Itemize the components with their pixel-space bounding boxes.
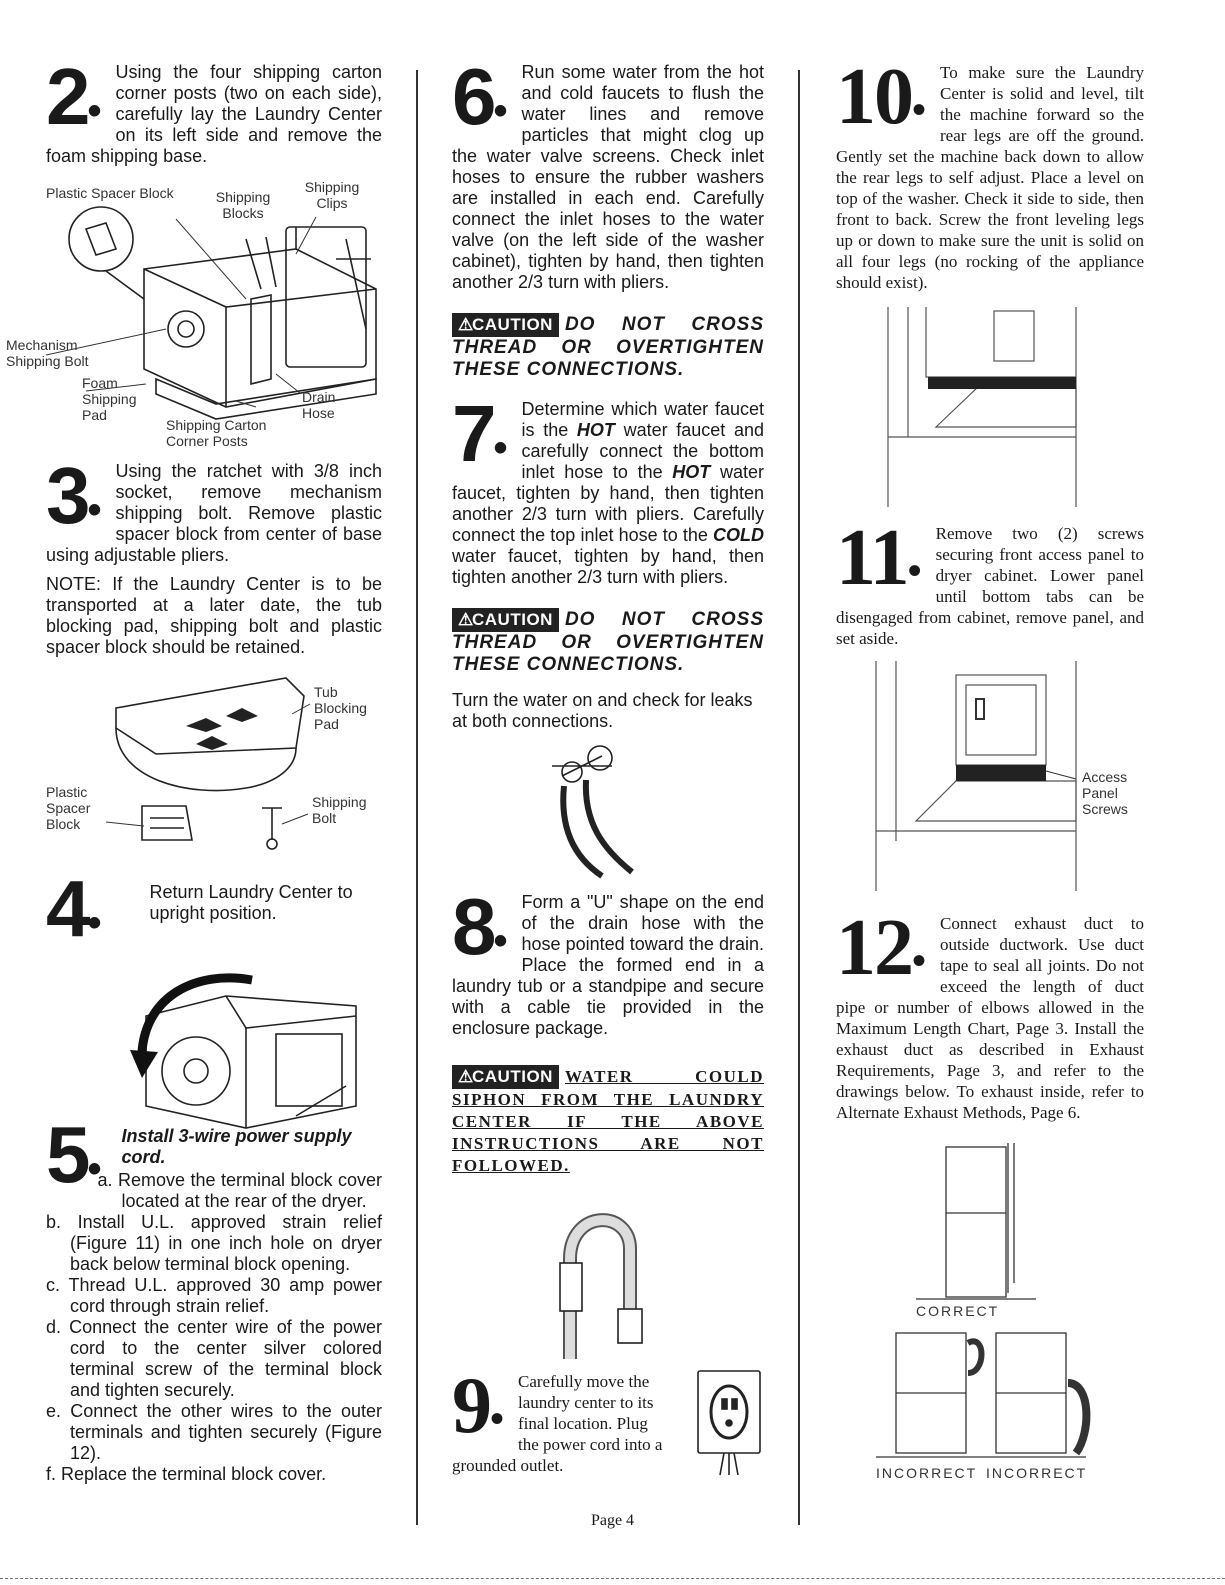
step-number: 3• [46,451,102,540]
caution-badge: ⚠CAUTION [452,313,559,337]
step-4 [46,864,382,953]
figure-shipping-base [6,179,382,449]
label-shipping-clips: Shipping Clips [304,179,360,211]
step-text: Remove two (2) screws securing front access panel to dryer cabinet. Lower panel until bottom tabs can be disengaged from cabinet, remove panel, and set aside. [836,524,1144,648]
leak-check-text: Turn the water on and check for leaks at both connections. [452,690,753,731]
caution-notice-1: ⚠CAUTION DO NOT CROSS THREAD OR OVERTIGHTEN THESE CONNECTIONS. [452,314,764,380]
step-note: NOTE: If the Laundry Center is to be transported at a later date, the tub blocking pad, shipping bolt and plastic spacer block should be retained. [46,574,382,657]
list-item: f. Replace the terminal block cover. [46,1464,327,1484]
column-1 [6,52,382,1485]
step-6 [452,52,764,293]
step-5-list [46,1170,382,1485]
label-drain-hose: Drain Hose [302,389,336,421]
leveling-illustration [836,307,1144,507]
figure-access-panel [836,661,1144,891]
list-item: e. Connect the other wires to the outer terminals and tighten securely (Figure 12). [46,1401,382,1463]
label-mechanism-shipping-bolt: Mechanism Shipping Bolt [6,337,89,369]
list-item: b. Install U.L. approved strain relief (Figure 11) in one inch hole on dryer back below terminal block opening. [46,1212,382,1274]
column-3 [836,53,1144,1481]
step-number: 8• [452,882,508,971]
step-3 [46,451,382,658]
caution-badge: ⚠CAUTION [452,608,559,632]
step-12 [836,904,1144,1123]
step-number: 4• [46,864,102,953]
label-correct: CORRECT [916,1303,1000,1319]
step-2 [46,52,382,167]
upright-position-illustration [46,956,382,1136]
step-number: 5• [46,1110,102,1199]
caution-notice-3: ⚠CAUTION WATER COULD SIPHON FROM THE LAUNDRY CENTER IF THE ABOVE INSTRUCTIONS ARE NOT FOLLOWED. [452,1067,764,1175]
figure-tub-blocking-pad [46,668,382,864]
label-shipping-bolt: Shipping Bolt [312,794,367,826]
label-access-panel-screws: Access Panel Screws [1082,769,1128,817]
step-7 [452,389,764,588]
step-number: 2• [46,52,102,141]
step-10 [836,53,1144,293]
step-11 [836,514,1144,649]
grounded-outlet-illustration [694,1367,764,1477]
label-incorrect-2: INCORRECT [986,1465,1088,1481]
step-8 [452,882,764,1039]
label-plastic-spacer-block: Plastic Spacer Block [46,185,174,201]
column-divider-right [798,70,800,1525]
step-text: Using the ratchet with 3/8 inch socket, remove mechanism shipping bolt. Remove plastic spacer block from center of base using adjustable pliers. [46,461,382,565]
figure-leveling [836,307,1144,507]
step-number: 6• [452,52,508,141]
step-text: Carefully move the laundry center to its final location. Plug the power cord into a grounded outlet. [452,1372,663,1475]
drain-hose-illustration [452,1189,764,1359]
bottom-rule [0,1578,1225,1579]
label-carton-corner-posts: Shipping Carton Corner Posts [166,417,267,449]
column-2 [452,52,764,1476]
figure-upright-position [46,930,382,1110]
list-item: a. Remove the terminal block cover located at the rear of the dryer. [97,1170,382,1211]
warning-icon: ⚠ [458,1067,474,1086]
step-text: Determine which water faucet is the HOT water faucet and carefully connect the bottom inlet hose to the HOT water faucet, tighten by hand, then tighten another 2/3 turn with pliers. Carefully connect the top inlet hose to the COLD water faucet, tighten by hand, then tighten another 2/3 turn with pliers. [452,399,764,587]
step-number: 10• [836,53,927,141]
figure-exhaust-duct [836,1133,1144,1481]
step-5 [46,1110,382,1485]
list-item: c. Thread U.L. approved 30 amp power cord through strain relief. [46,1275,382,1316]
label-incorrect-1: INCORRECT [876,1465,978,1481]
caution-badge: ⚠CAUTION [452,1065,559,1089]
step-text: Return Laundry Center to upright position. [149,882,353,923]
figure-drain-hose [452,1189,764,1359]
step-title: Install 3-wire power supply cord. [121,1126,352,1167]
warning-icon: ⚠ [458,610,474,629]
caution-notice-2: ⚠CAUTION DO NOT CROSS THREAD OR OVERTIGHTEN THESE CONNECTIONS. [452,609,764,675]
label-foam-shipping-pad: Foam Shipping Pad [82,375,137,423]
label-plastic-spacer-block: Plastic Spacer Block [46,784,91,832]
warning-icon: ⚠ [458,315,474,334]
step-text: Using the four shipping carton corner posts (two on each side), carefully lay the Laundry Center on its left side and remove the foam shipping base. [46,62,382,166]
step-text: Form a "U" shape on the end of the drain hose with the hose pointed toward the drain. Place the formed end in a laundry tub or a standpipe and secure with a cable tie provided in the enclosure package. [452,892,764,1038]
faucet-hoses-illustration [452,736,764,886]
step-number: 9• [452,1362,505,1450]
label-shipping-blocks: Shipping Blocks [215,189,271,221]
step-number: 7• [452,389,508,478]
step-9 [452,1362,764,1476]
column-divider-left [416,70,418,1525]
label-tub-blocking-pad: Tub Blocking Pad [314,684,367,732]
step-number: 11• [836,514,922,602]
page-number: Page 4 [590,1512,635,1529]
step-text: To make sure the Laundry Center is solid and level, tilt the machine forward so the rear legs are off the ground. Gently set the machine back down to allow the rear legs to self adjust. Place a level on top of the washer. Check it side to side, then front to back. Screw the front leveling legs up or down to make sure the unit is solid on all four legs (no rocking of the appliance should exist). [836,63,1144,292]
list-item: d. Connect the center wire of the power cord to the center silver colored terminal screw of the terminal block and tighten securely. [46,1317,382,1400]
step-number: 12• [836,904,927,992]
step-text: Run some water from the hot and cold faucets to flush the water lines and remove particles that might clog up the water valve screens. Check inlet hoses to ensure the rubber washers are installed in each end. Carefully connect the inlet hoses to the water valve (on the left side of the washer cabinet), tighten by hand, then tighten another 2/3 turn with pliers. [452,62,764,292]
step-text: Connect exhaust duct to outside ductwork. Use duct tape to seal all joints. Do not exceed the length of duct pipe or number of elbows allowed in the Maximum Length Chart, Page 3. Install the exhaust duct as described in Exhaust Requirements, Page 3, and refer to the drawings below. To exhaust inside, refer to Alternate Exhaust Methods, Page 6. [836,914,1144,1122]
figure-faucet-hoses [452,736,764,886]
